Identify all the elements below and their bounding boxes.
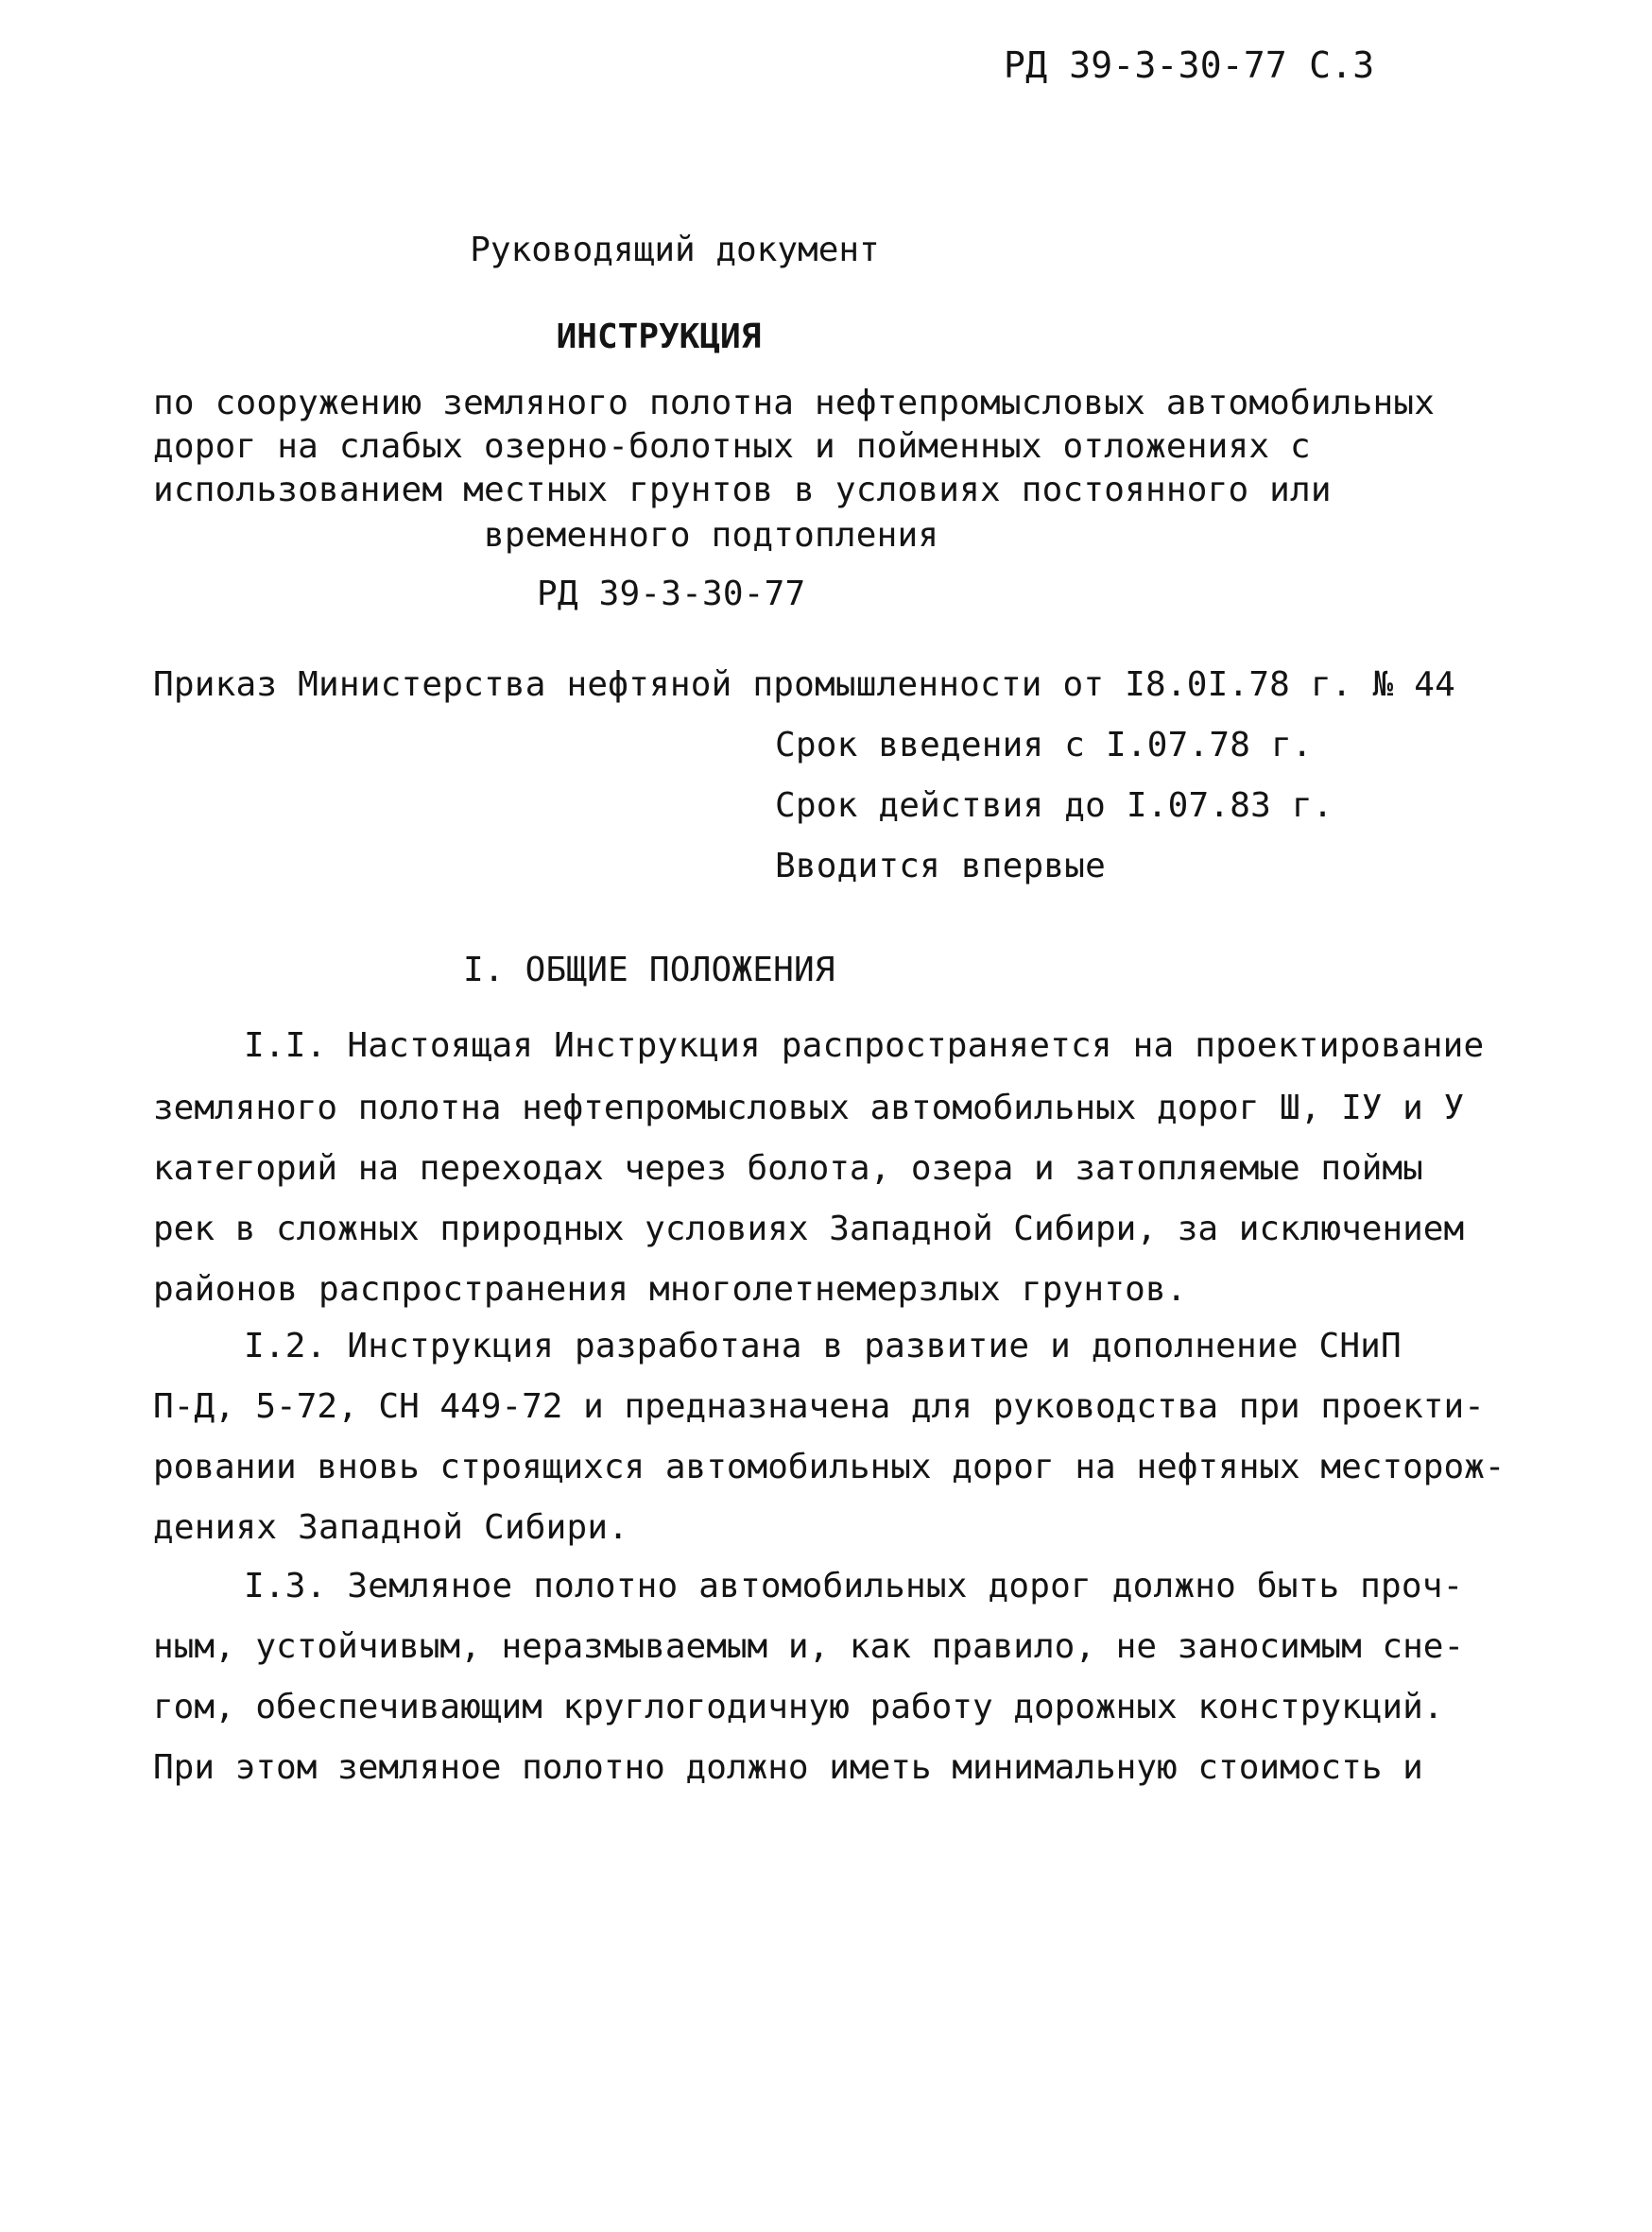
para-1-2-line-3: ровании вновь строящихся автомобильных дорог на нефтяных месторож-: [153, 1448, 1506, 1486]
document-title: ИНСТРУКЦИЯ: [556, 318, 762, 356]
para-1-1-line-5: районов распространения многолетнемерзлых грунтов.: [153, 1270, 1187, 1309]
para-1-2-line-1: I.2. Инструкция разработана в развитие и дополнение СНиП: [244, 1327, 1402, 1365]
para-1-3-line-1: I.3. Земляное полотно автомобильных дорог должно быть проч-: [244, 1567, 1464, 1605]
subtitle-line-4: временного подтопления: [484, 516, 939, 555]
subtitle-line-1: по сооружению земляного полотна нефтепромысловых автомобильных: [153, 384, 1436, 422]
para-1-1-line-1: I.I. Настоящая Инструкция распространяется на проектирование: [244, 1026, 1485, 1065]
section-heading: I. ОБЩИЕ ПОЛОЖЕНИЯ: [463, 951, 835, 989]
para-1-1-line-4: рек в сложных природных условиях Западной Сибири, за исключением: [153, 1210, 1465, 1248]
first-time-note: Вводится впервые: [775, 847, 1106, 885]
page-header-doc-ref: РД 39-3-30-77 С.3: [1004, 44, 1375, 86]
para-1-1-line-2: земляного полотна нефтепромысловых автомобильных дорог Ш, IУ и У: [153, 1089, 1465, 1127]
subtitle-line-2: дорог на слабых озерно-болотных и пойменных отложениях с: [153, 427, 1311, 466]
para-1-2-line-4: дениях Западной Сибири.: [153, 1508, 629, 1547]
para-1-3-line-4: При этом земляное полотно должно иметь минимальную стоимость и: [153, 1748, 1423, 1787]
order-text: Приказ Министерства нефтяной промышленности от I8.0I.78 г. № 44: [153, 665, 1456, 704]
para-1-1-line-3: категорий на переходах через болота, озера и затопляемые поймы: [153, 1149, 1423, 1188]
document-kind: Руководящий документ: [470, 231, 880, 269]
effective-from: Срок введения с I.07.78 г.: [775, 726, 1313, 764]
subtitle-line-3: использованием местных грунтов в условиях постоянного или: [153, 471, 1332, 509]
para-1-2-line-2: П-Д, 5-72, СН 449-72 и предназначена для руководства при проекти-: [153, 1387, 1485, 1426]
para-1-3-line-2: ным, устойчивым, неразмываемым и, как правило, не заносимым сне-: [153, 1627, 1465, 1666]
valid-until: Срок действия до I.07.83 г.: [775, 786, 1334, 825]
document-code: РД 39-3-30-77: [537, 575, 806, 613]
para-1-3-line-3: гом, обеспечивающим круглогодичную работу дорожных конструкций.: [153, 1688, 1444, 1726]
